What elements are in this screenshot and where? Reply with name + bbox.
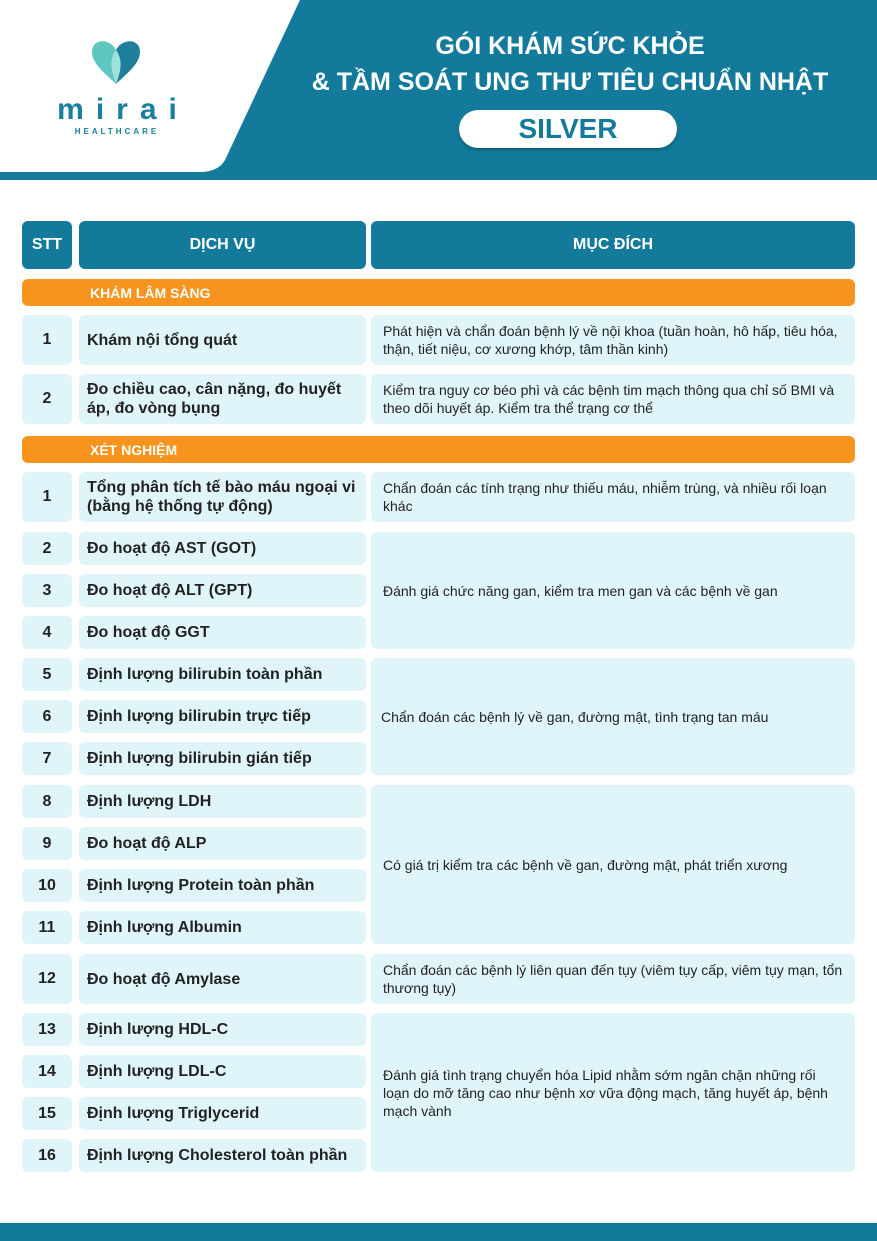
column-header-stt: STT <box>22 221 72 269</box>
row-service: Đo hoạt độ GGT <box>79 616 366 649</box>
row-service: Định lượng Protein toàn phần <box>79 869 366 902</box>
row-stt: 4 <box>22 616 72 649</box>
row-stt: 6 <box>22 700 72 733</box>
row-stt: 14 <box>22 1055 72 1088</box>
page-title-line-2: & TẦM SOÁT UNG THƯ TIÊU CHUẨN NHẬT <box>311 68 829 96</box>
group-purpose: Đánh giá chức năng gan, kiểm tra men gan và các bệnh về gan <box>371 532 855 649</box>
row-stt: 15 <box>22 1097 72 1130</box>
row-stt: 16 <box>22 1139 72 1172</box>
brand-tagline: HEALTHCARE <box>74 127 160 136</box>
row-stt: 10 <box>22 869 72 902</box>
package-badge: SILVER <box>459 110 677 148</box>
row-stt: 12 <box>22 954 72 1004</box>
column-header-purpose: MỤC ĐÍCH <box>371 221 855 269</box>
row-service: Định lượng bilirubin gián tiếp <box>79 742 366 775</box>
row-stt: 2 <box>22 374 72 424</box>
row-service: Định lượng Cholesterol toàn phần <box>79 1139 366 1172</box>
row-stt: 11 <box>22 911 72 944</box>
row-service: Định lượng Triglycerid <box>79 1097 366 1130</box>
row-service: Đo hoạt độ Amylase <box>79 954 366 1004</box>
row-service: Định lượng HDL-C <box>79 1013 366 1046</box>
row-stt: 1 <box>22 315 72 365</box>
row-stt: 9 <box>22 827 72 860</box>
page-title-line-1: GÓI KHÁM SỨC KHỎE <box>435 32 705 60</box>
footer-bar <box>0 1223 877 1241</box>
row-purpose: Kiểm tra nguy cơ béo phì và các bệnh tim mạch thông qua chỉ số BMI và theo dõi huyết áp. Kiểm tra thể trạng cơ thể <box>371 374 855 424</box>
row-service: Đo hoạt độ AST (GOT) <box>79 532 366 565</box>
row-stt: 1 <box>22 472 72 522</box>
row-stt: 13 <box>22 1013 72 1046</box>
row-purpose: Chẩn đoán các tính trạng như thiếu máu, nhiễm trùng, và nhiều rối loạn khác <box>371 472 855 522</box>
row-stt: 5 <box>22 658 72 691</box>
row-stt: 7 <box>22 742 72 775</box>
heart-logo-icon <box>86 34 146 88</box>
section-header-lab-tests: XÉT NGHIỆM <box>22 436 855 463</box>
row-purpose: Chẩn đoán các bệnh lý liên quan đến tụy (viêm tụy cấp, viêm tụy mạn, tổn thương tụy) <box>371 954 855 1004</box>
group-purpose: Có giá trị kiểm tra các bệnh về gan, đường mật, phát triển xương <box>371 785 855 944</box>
row-service: Định lượng Albumin <box>79 911 366 944</box>
row-service: Tổng phân tích tế bào máu ngoại vi (bằng hệ thống tự động) <box>79 472 366 522</box>
group-purpose: Chẩn đoán các bệnh lý về gan, đường mật, tình trạng tan máu <box>371 658 855 775</box>
row-service: Định lượng LDH <box>79 785 366 818</box>
row-service: Đo hoạt độ ALT (GPT) <box>79 574 366 607</box>
row-stt: 2 <box>22 532 72 565</box>
row-service: Đo hoạt độ ALP <box>79 827 366 860</box>
row-service: Khám nội tổng quát <box>79 315 366 365</box>
group-purpose: Đánh giá tình trạng chuyển hóa Lipid nhằm sớm ngăn chặn những rối loạn do mỡ tăng cao như bệnh xơ vữa động mạch, tăng huyết áp, bệnh mạch vành <box>371 1013 855 1172</box>
brand-name: mirai <box>57 93 189 126</box>
column-header-service: DỊCH VỤ <box>79 221 366 269</box>
row-stt: 8 <box>22 785 72 818</box>
row-stt: 3 <box>22 574 72 607</box>
row-service: Định lượng bilirubin trực tiếp <box>79 700 366 733</box>
row-service: Định lượng LDL-C <box>79 1055 366 1088</box>
section-header-clinical: KHÁM LÂM SÀNG <box>22 279 855 306</box>
row-service: Đo chiều cao, cân nặng, đo huyết áp, đo vòng bụng <box>79 374 366 424</box>
row-service: Định lượng bilirubin toàn phần <box>79 658 366 691</box>
row-purpose: Phát hiện và chẩn đoán bệnh lý về nội khoa (tuần hoàn, hô hấp, tiêu hóa, thận, tiết niệu, cơ xương khớp, tâm thần kinh) <box>371 315 855 365</box>
